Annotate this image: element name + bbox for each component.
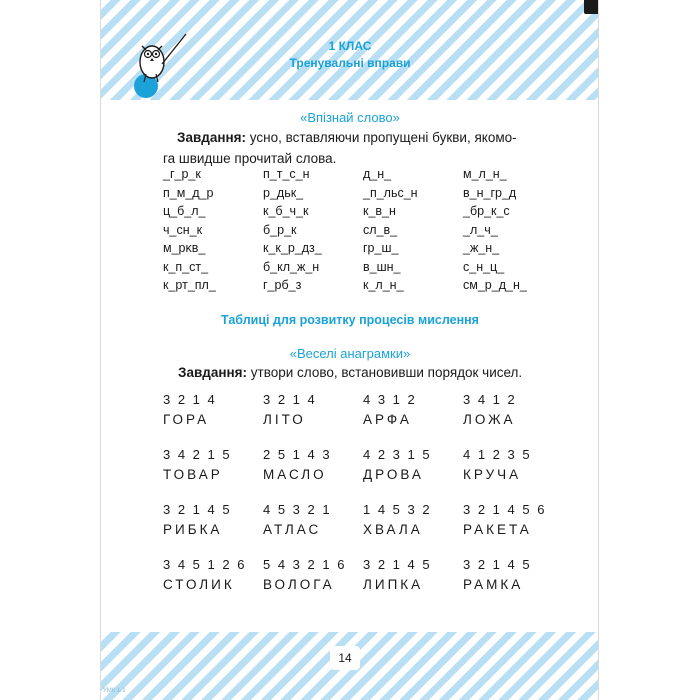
word-cell: _бр_к_с	[463, 204, 510, 218]
page-number: 14	[330, 646, 360, 670]
anagram-word: ХВАЛА	[363, 522, 423, 537]
anagram-word: РАМКА	[463, 577, 524, 592]
task-label: Завдання:	[178, 365, 248, 380]
task-text-line1: усно, вставляючи пропущені букви, якомо-	[246, 130, 517, 145]
anagram-word: ВОЛОГА	[263, 577, 335, 592]
anagram-numbers: 1 4 5 3 2	[363, 502, 432, 517]
anagram-word: АТЛАС	[263, 522, 322, 537]
word-cell: п_м_д_р	[163, 185, 214, 200]
page-left-edge	[100, 0, 101, 700]
anagram-item	[463, 445, 553, 500]
word-cell: _г_р_к	[163, 167, 201, 181]
word-cell: б_р_к	[263, 222, 297, 237]
section1-title: «Впізнай слово»	[300, 110, 400, 125]
anagram-item	[263, 390, 363, 445]
anagram-word: РАКЕТА	[463, 522, 532, 537]
anagram-item	[363, 555, 463, 610]
anagram-numbers: 3 4 1 2	[463, 392, 517, 407]
section2-heading: Таблиці для розвитку процесів мислення	[221, 313, 479, 327]
word-cell: ц_б_л_	[163, 204, 206, 218]
owl-mascot-icon	[128, 28, 190, 98]
word-cell: д_н_	[363, 167, 392, 181]
word-cell: ч_сн_к	[163, 222, 203, 237]
anagram-word: КРУЧА	[463, 467, 522, 482]
anagram-numbers: 2 5 1 4 3	[263, 447, 332, 462]
anagram-item	[363, 500, 463, 555]
anagram-numbers: 3 4 2 1 5	[163, 447, 232, 462]
word-cell: п_т_с_н	[263, 167, 310, 181]
anagram-numbers: 3 2 1 4 5 6	[463, 502, 547, 517]
word-cell: м_л_н_	[463, 167, 507, 181]
page-right-edge	[598, 0, 599, 700]
word-cell: б_кл_ж_н	[263, 259, 320, 274]
word-cell: в_н_гр_д	[463, 185, 517, 200]
anagram-word: ЛОЖА	[463, 412, 516, 427]
word-cell: р_дьк_	[263, 185, 304, 200]
word-cell: с_н_ц_	[463, 259, 505, 274]
word-cell: _л_ч_	[463, 222, 498, 237]
anagram-numbers: 5 4 3 2 1 6	[263, 557, 347, 572]
anagram-item	[163, 555, 263, 610]
word-cell: _п_льс_н	[363, 185, 418, 200]
anagram-numbers: 3 4 5 1 2 6	[163, 557, 247, 572]
anagram-numbers: 4 1 2 3 5	[463, 447, 532, 462]
anagram-word: ГОРА	[163, 412, 210, 427]
word-cell: г_рб_з	[263, 278, 302, 292]
anagram-word: ТОВАР	[163, 467, 223, 482]
task-text: утвори слово, встановивши порядок чисел.	[247, 365, 523, 380]
anagram-item	[163, 500, 263, 555]
anagram-numbers: 3 2 1 4	[163, 392, 217, 407]
anagram-word: СТОЛИК	[163, 577, 235, 592]
section2-task	[178, 362, 558, 383]
anagram-item	[163, 390, 263, 445]
anagram-word: МАСЛО	[263, 467, 327, 482]
anagram-item	[363, 390, 463, 445]
anagram-numbers: 4 3 1 2	[363, 392, 417, 407]
anagram-word: ДРОВА	[363, 467, 424, 482]
anagram-item	[263, 500, 363, 555]
word-cell: см_р_д_н_	[463, 278, 527, 292]
anagram-item	[463, 555, 553, 610]
anagram-item	[263, 555, 363, 610]
anagram-item	[163, 445, 263, 500]
header-title	[250, 38, 450, 72]
word-cell: к_п_ст_	[163, 259, 209, 274]
word-cell: к_рт_пл_	[163, 278, 216, 292]
anagram-word: АРФА	[363, 412, 412, 427]
corner-print-mark: УМК 1-1	[103, 688, 126, 694]
anagram-item	[463, 500, 553, 555]
word-cell: гр_ш_	[363, 241, 399, 255]
word-cell: к_л_н_	[363, 278, 404, 292]
anagram-word: ЛИПКА	[363, 577, 424, 592]
anagram-numbers: 4 2 3 1 5	[363, 447, 432, 462]
anagram-item	[363, 445, 463, 500]
word-cell: к_к_р_дз_	[263, 241, 322, 255]
missing-letters-grid	[163, 165, 543, 295]
word-cell: _ж_н_	[463, 241, 500, 255]
anagram-item	[263, 445, 363, 500]
anagram-word: ЛІТО	[263, 412, 306, 427]
corner-mark	[584, 0, 598, 14]
task-label: Завдання:	[177, 130, 247, 145]
anagram-numbers: 3 2 1 4 5	[163, 502, 232, 517]
section1-task	[163, 127, 543, 148]
anagram-numbers: 3 2 1 4 5	[363, 557, 432, 572]
anagram-grid	[163, 390, 547, 610]
anagram-word: РИБКА	[163, 522, 223, 537]
word-cell: в_шн_	[363, 259, 401, 274]
anagram-item	[463, 390, 553, 445]
grade-label: 1 КЛАС	[328, 39, 372, 53]
section2-title: «Веселі анаграмки»	[289, 346, 411, 361]
word-cell: к_б_ч_к	[263, 204, 309, 218]
anagram-numbers: 3 2 1 4 5	[463, 557, 532, 572]
section1-task-line2: га швидше прочитай слова.	[163, 151, 337, 166]
header-subtitle: Тренувальні вправи	[289, 56, 411, 70]
word-cell: сл_в_	[363, 222, 398, 237]
word-cell: к_в_н	[363, 204, 396, 218]
anagram-numbers: 4 5 3 2 1	[263, 502, 332, 517]
word-cell: м_рκв_	[163, 241, 206, 255]
anagram-numbers: 3 2 1 4	[263, 392, 317, 407]
